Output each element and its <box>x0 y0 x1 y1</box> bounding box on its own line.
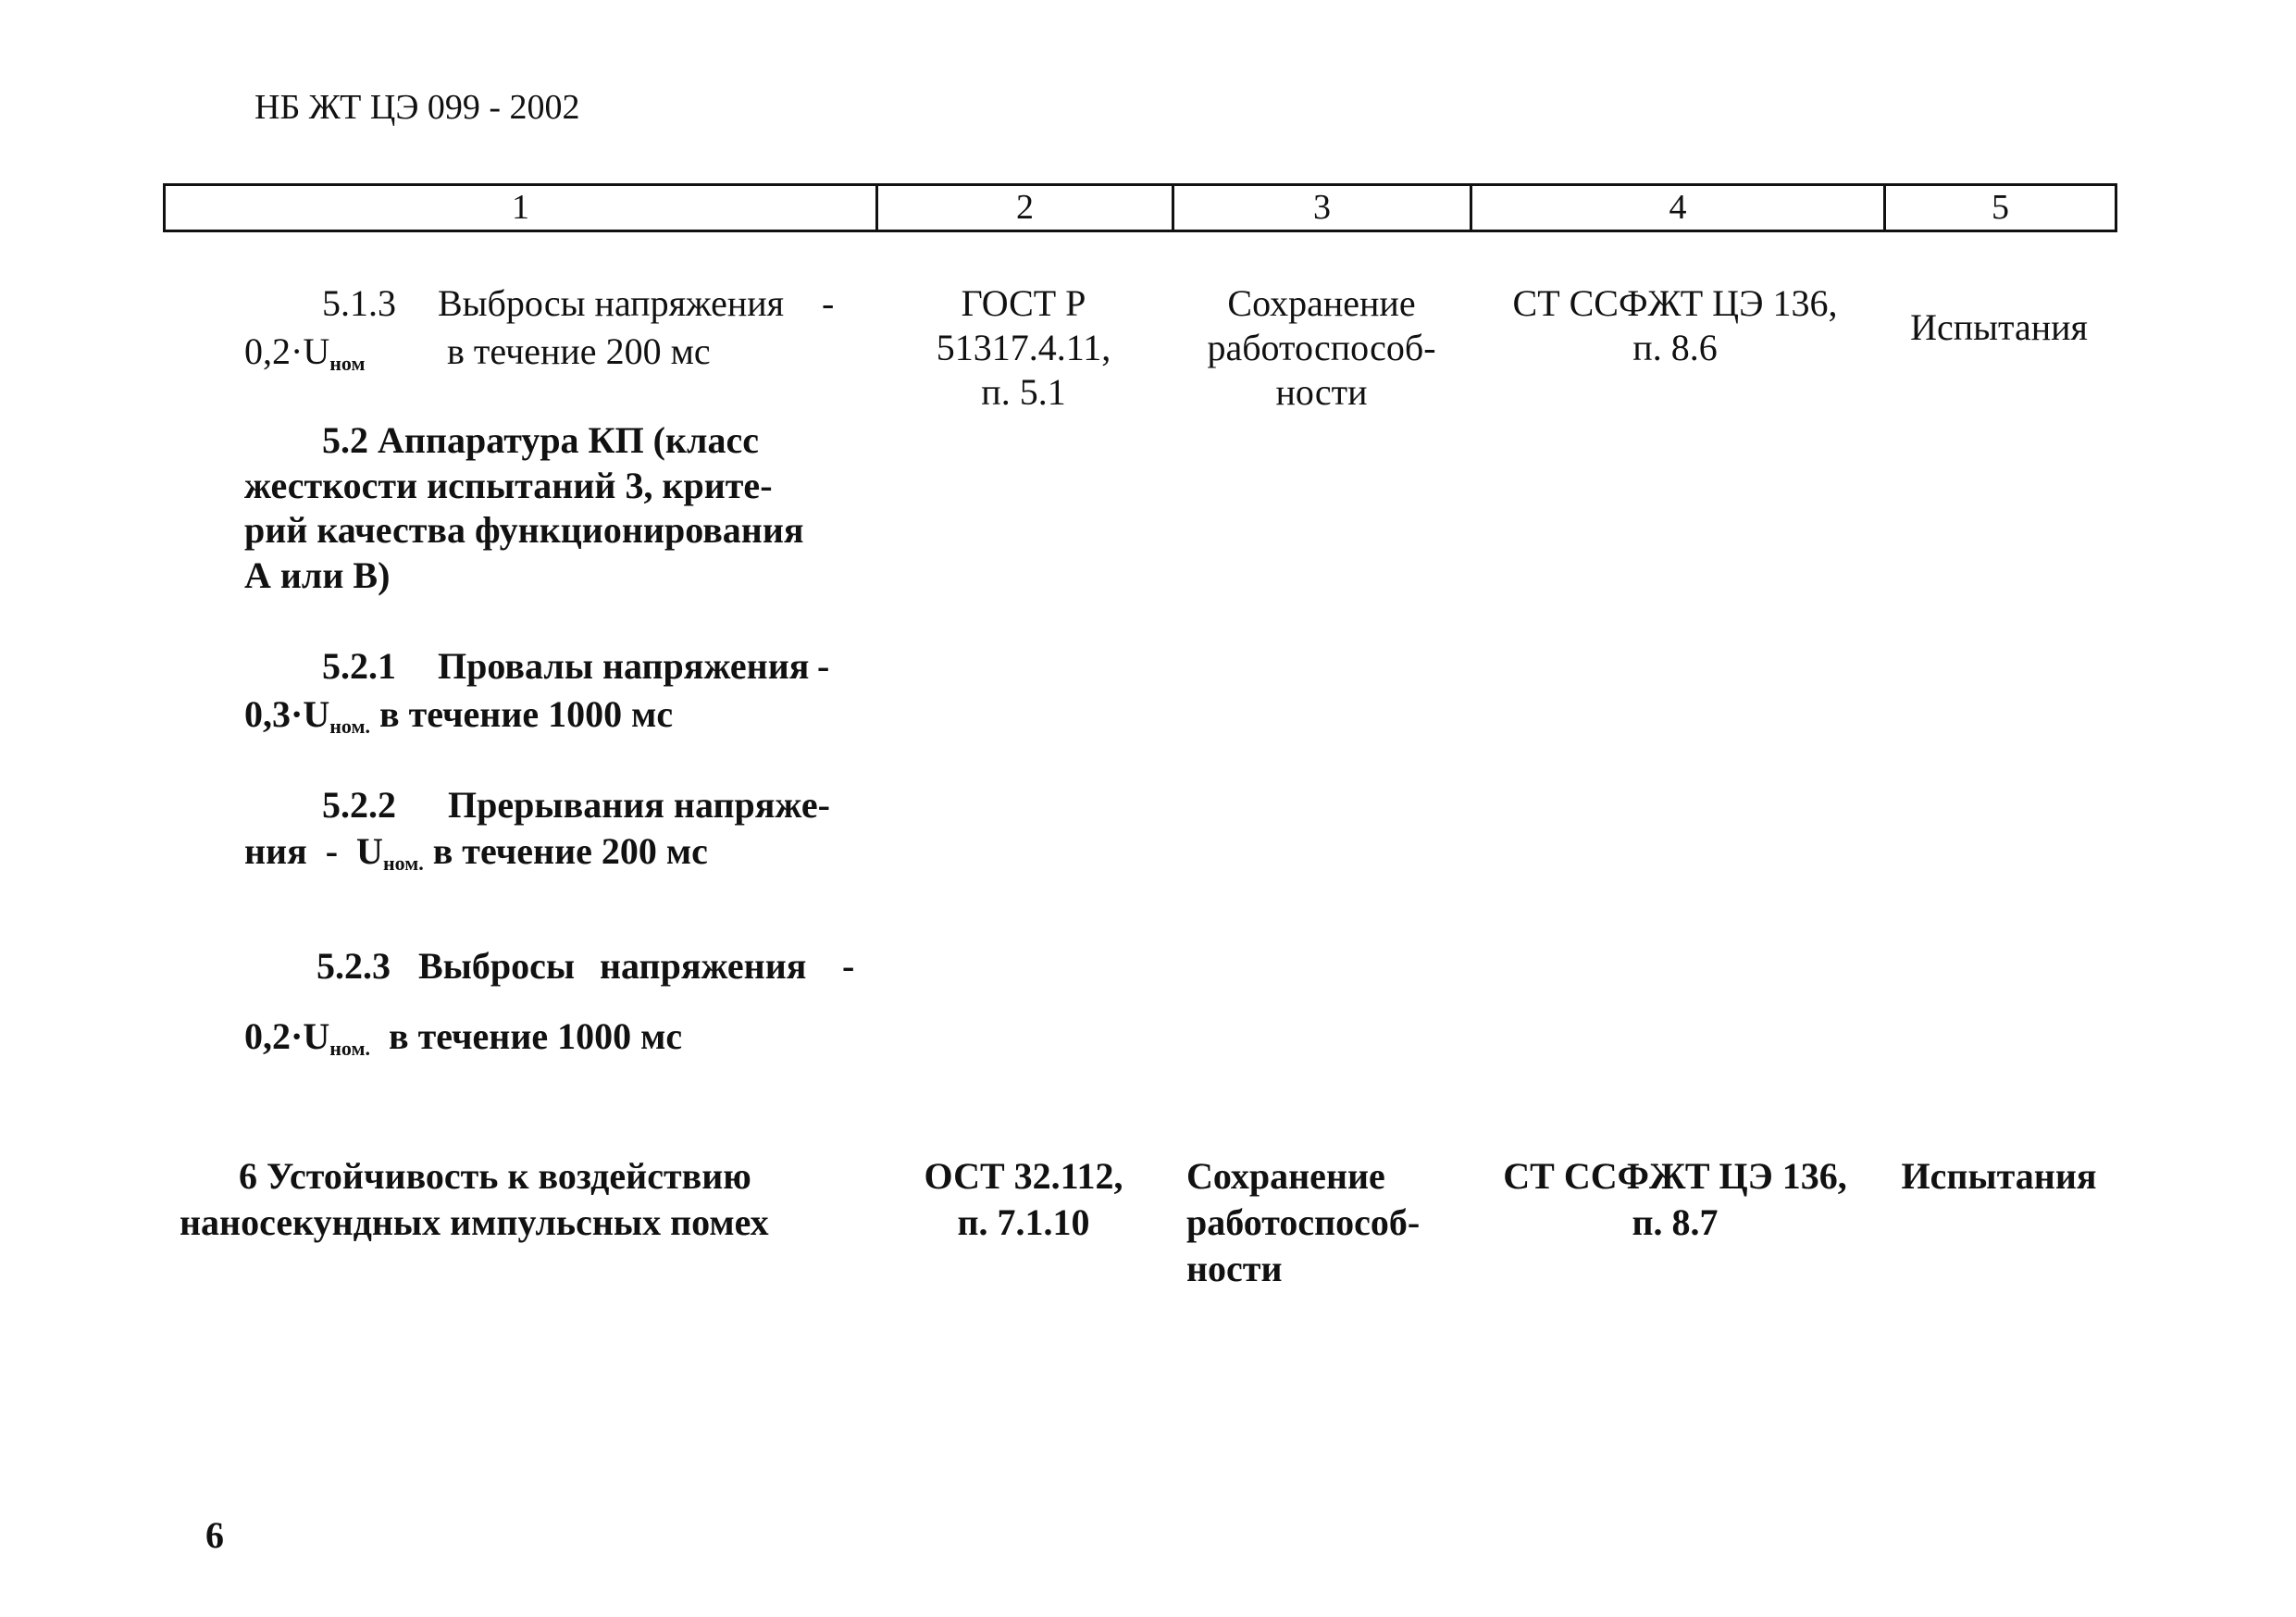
item-text: 6 Устойчивость к воздействию наносекундных импульсных помех <box>180 1155 769 1243</box>
control-type: Испытания <box>1910 306 2088 348</box>
item-text: Выбросы <box>418 945 576 987</box>
item-text: Выбросы напряжения <box>438 282 785 324</box>
column-number-5: 5 <box>1992 188 2009 227</box>
item-text-line-2: $0,2\cdot U_{ном}$ <box>244 330 366 375</box>
control-type: Испытания <box>1901 1155 2097 1197</box>
table-column-header <box>163 183 2117 232</box>
table-row-5-2: 5.2 Аппаратура КП (класс жесткости испытаний 3, крите- рий качества функционирования А или В) <box>244 419 804 596</box>
item-text-line-2: $0,2\cdot U_{ном.}$ в течение 1000 мс <box>244 1015 683 1060</box>
method-reference: СТ ССФЖТ ЦЭ 136, п. 8.6 <box>1512 282 1838 368</box>
item-number: 5.2.3 <box>316 945 391 987</box>
column-number-3: 3 <box>1174 186 1472 230</box>
item-text-2: напряжения <box>600 945 807 987</box>
page-number: 6 <box>205 1514 224 1556</box>
document-header: НБ ЖТ ЦЭ 099 - 2002 <box>254 88 580 127</box>
column-number-2: 2 <box>878 186 1174 230</box>
item-text-line-2: $0,3\cdot U_{ном.}$ в течение 1000 мс <box>244 693 674 738</box>
standard-reference: ГОСТ Р 51317.4.11, п. 5.1 <box>936 282 1111 413</box>
item-dash: - <box>822 282 835 324</box>
item-text-line-2b: в течение 200 мс <box>447 330 711 372</box>
standard-reference: ОСТ 32.112, п. 7.1.10 <box>924 1155 1123 1243</box>
item-number: 5.2.2 <box>322 784 396 826</box>
item-text-line-2: ния - $U_{ном.}$ в течение 200 мс <box>244 830 708 875</box>
column-number-1: 1 <box>166 186 878 230</box>
item-text: Провалы напряжения <box>438 645 810 687</box>
column-number-4: 4 <box>1472 186 1886 230</box>
item-number: 5.1.3 <box>322 282 396 324</box>
item-dash: - <box>817 645 830 687</box>
item-number: 5.2.1 <box>322 645 396 687</box>
method-reference: СТ ССФЖТ ЦЭ 136, п. 8.7 <box>1503 1155 1847 1243</box>
item-dash: - <box>842 945 855 987</box>
item-text: Прерывания напряже- <box>448 784 830 826</box>
requirement-text: Сохранение работоспособ- ности <box>1207 282 1436 413</box>
requirement-text: Сохранение работоспособ- ности <box>1186 1155 1421 1289</box>
